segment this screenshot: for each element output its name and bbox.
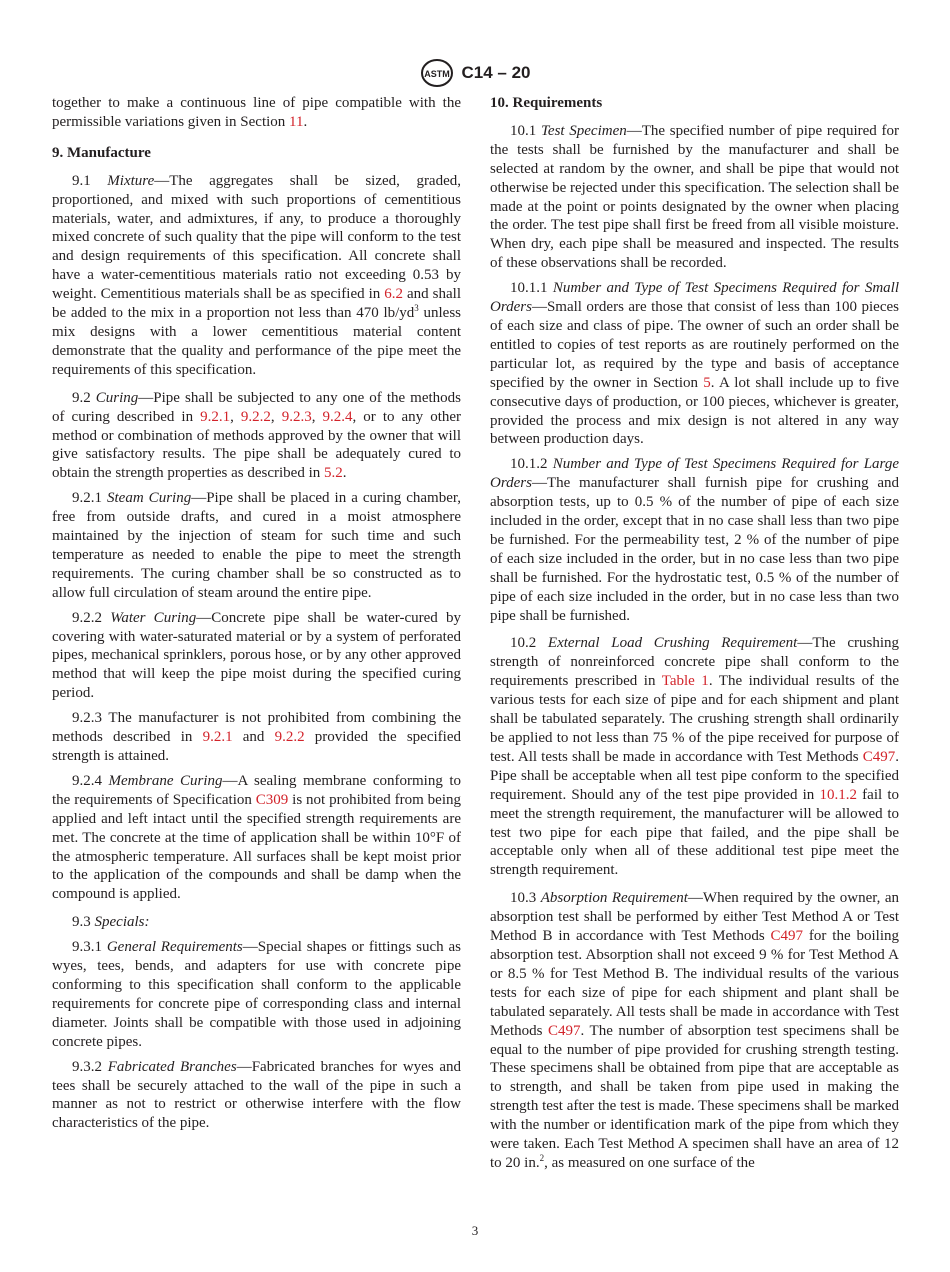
ref-c497-link[interactable]: C497 xyxy=(770,928,804,945)
ref-9-2-2-link[interactable]: 9.2.2 xyxy=(274,729,305,746)
ref-c309-link[interactable]: C309 xyxy=(255,791,289,808)
paragraph-9-1: 9.1 Mixture—The aggregates shall be sized, graded, proportioned, and mixed with such proportions of cementitious materials, water, and admixtures, if any, to produce a thoroughly mixed concrete of such quality that the pipe will conform to the test and design requirements of this specification. All concrete shall have a water-cementitious materials ratio not exceeding 0.53 by weight. Cementitious materials shall be as specified in 6.2 and shall be added to the mix in a proportion not less than 470 $lb/yd^3$ unless mix designs with a lower cementitious material content demonstrate that the quality and performance of the pipe meet the requirements of this specification. xyxy=(52,172,462,378)
paragraph-10-1-1: 10.1.1 Number and Type of Test Specimens Required for Small Orders—Small orders are those that consist of less than 100 pieces of each size and class of pipe. The owner of such an order shall be entitled to copies of test reports as are routinely performed on the particular lot, as required by the type and basis of acceptance specified by the owner in Section 5. A lot shall include up to five consecutive days of production, or 100 pieces, whichever is greater, provided the process and mix design is not altered in any way between production days. xyxy=(490,280,899,448)
continued-paragraph: together to make a continuous line of pipe compatible with the permissible variations given in Section 11. xyxy=(52,95,461,130)
paragraph-9-2: 9.2 Curing—Pipe shall be subjected to any one of the methods of curing described in 9.2.1, 9.2.2, 9.2.3, 9.2.4, or to any other method or combination of methods approved by the owner that will give satisfactory results. The pipe shall be adequately cured to obtain the strength properties as described in 5.2. xyxy=(52,389,462,482)
paragraph-9-3-2: 9.3.2 Fabricated Branches—Fabricated branches for wyes and tees shall be securely attached to the wall of the pipe in such a manner as not to restrict or otherwise interfere with the flow characteristics of the pipe. xyxy=(52,1058,462,1132)
paragraph-9-2-1: 9.2.1 Steam Curing—Pipe shall be placed in a curing chamber, free from outside drafts, and cured in a moist atmosphere maintained by the injection of steam for such time and such temperature as needed to enable the pipe to meet the strength requirements. The curing chamber shall be so constructed as to allow full circulation of steam around the entire pipe. xyxy=(52,490,462,601)
ref-c497-link[interactable]: C497 xyxy=(548,1022,581,1039)
paragraph-9-2-4: 9.2.4 Membrane Curing—A sealing membrane conforming to the requirements of Specification C309 is not prohibited from being applied and left intact until the specified strength requirements are met. The concrete at the time of application shall be within 10°F of the atmospheric temperature. All surfaces shall be kept moist prior to the application of the compounds and shall be damp when the compound is applied. xyxy=(52,772,461,903)
astm-logo-icon xyxy=(420,58,454,88)
ref-5-2-link[interactable]: 5.2 xyxy=(324,465,343,482)
section-9-heading: 9. Manufacture xyxy=(52,144,151,161)
ref-9-2-2-link[interactable]: 9.2.2 xyxy=(240,408,271,425)
document-designation: C14 – 20 xyxy=(461,62,531,82)
paragraph-10-1-2: 10.1.2 Number and Type of Test Specimens Required for Large Orders—The manufacturer shall furnish pipe for crushing and absorption tests, up to 0.5 % of the number of pipe of each size included in the order, except that in no case shall less than two pipe be furnished. For the permeability test, 2 % of the number of pipe of each size included in the order, but in no case less than two pipe shall be furnished. For the hydrostatic test, 0.5 % of the number of pipe of each size included in the order, but in no case less than two pipe shall be furnished. xyxy=(490,456,899,624)
right-column xyxy=(490,94,899,1173)
ref-9-2-1-link[interactable]: 9.2.1 xyxy=(200,408,231,425)
paragraph-9-2-2: 9.2.2 Water Curing—Concrete pipe shall be water-cured by covering with water-saturated material or by a system of perforated pipes, mechanical sprinklers, porous hose, or by any other approved method that will keep the pipe moist during the specified curing period. xyxy=(52,609,461,702)
left-column xyxy=(52,94,461,1133)
svg-text:ASTM: ASTM xyxy=(423,69,450,79)
ref-9-2-1-link[interactable]: 9.2.1 xyxy=(202,729,233,746)
page-header xyxy=(0,58,950,88)
ref-10-1-2-link[interactable]: 10.1.2 xyxy=(819,786,857,803)
ref-9-2-4-link[interactable]: 9.2.4 xyxy=(322,408,353,425)
ref-6-2-link[interactable]: 6.2 xyxy=(384,286,404,303)
paragraph-9-3-1: 9.3.1 General Requirements—Special shapes or fittings such as wyes, tees, bends, and adapters for use with concrete pipe conforming to this specification shall conform to the applicable requirements for concrete pipe of corresponding class and internal diameter. Joints shall be compatible with those used in adjoining concrete pipes. xyxy=(52,939,461,1050)
paragraph-10-1: 10.1 Test Specimen—The specified number of pipe required for the tests shall be furnished by the manufacturer and shall be selected at random by the owner, and shall be pipe that would not otherwise be rejected under this specification. The selection shall be made at the point or points designated by the owner when placing the order. The test pipe shall first be freed from all visible moisture. When dry, each pipe shall be measured and inspected. The results of these observations shall be recorded. xyxy=(490,122,899,272)
paragraph-9-3: 9.3 Specials: xyxy=(72,914,150,931)
ref-section-5-link[interactable]: 5 xyxy=(703,374,711,391)
ref-9-2-3-link[interactable]: 9.2.3 xyxy=(281,408,312,425)
page-number: 3 xyxy=(471,1223,479,1238)
section-10-heading: 10. Requirements xyxy=(490,95,603,111)
paragraph-10-3: 10.3 Absorption Requirement—When required by the owner, an absorption test shall be performed by either Test Method A or Test Method B in accordance with Test Methods C497 for the boiling absorption test. Absorption shall not exceed 9 % for Test Method A or 8.5 % for Test Method B. The individual results of the various tests for each size of pipe for each shipment and plant shall be tabulated separately. All tests shall be made in accordance with Test Methods C497. The number of absorption test specimens shall be equal to the number of pipe provided for crushing strength testing. These specimens shall be obtained from pipe that are acceptable as to strength, and shall be taken from pipe used in making the strength test after the test is made. These specimens shall be marked with the number or identification mark of the pipe from which they were taken. Each Test Method A specimen shall have an area of 12 to 20 in.$^2$, as measured on one surface of the xyxy=(490,890,900,1171)
ref-table-1-link[interactable]: Table 1 xyxy=(661,673,709,690)
paragraph-9-2-3: 9.2.3 The manufacturer is not prohibited from combining the methods described in 9.2.1 and 9.2.2 provided the specified strength is attained. xyxy=(52,710,461,764)
paragraph-10-2: 10.2 External Load Crushing Requirement—The crushing strength of nonreinforced concrete pipe shall conform to the requirements prescribed in Table 1. The individual results of the various tests for each size of pipe and for each shipment and plant shall be tabulated separately. The crushing strength shall ordinarily be applied to not less than 75 % of the pipe received for purpose of test. All tests shall be made in accordance with Test Methods C497. Pipe shall be acceptable when all test pipe conform to the specified requirement. Should any of the test pipe provided in 10.1.2 fail to meet the strength requirement, the manufacturer will be allowed to test two pipe for each pipe that failed, and the pipe shall be acceptable only when all of these additional test pipe meet the strength requirement. xyxy=(490,635,900,879)
ref-c497-link[interactable]: C497 xyxy=(862,748,896,765)
section-11-link[interactable]: 11 xyxy=(289,113,304,130)
